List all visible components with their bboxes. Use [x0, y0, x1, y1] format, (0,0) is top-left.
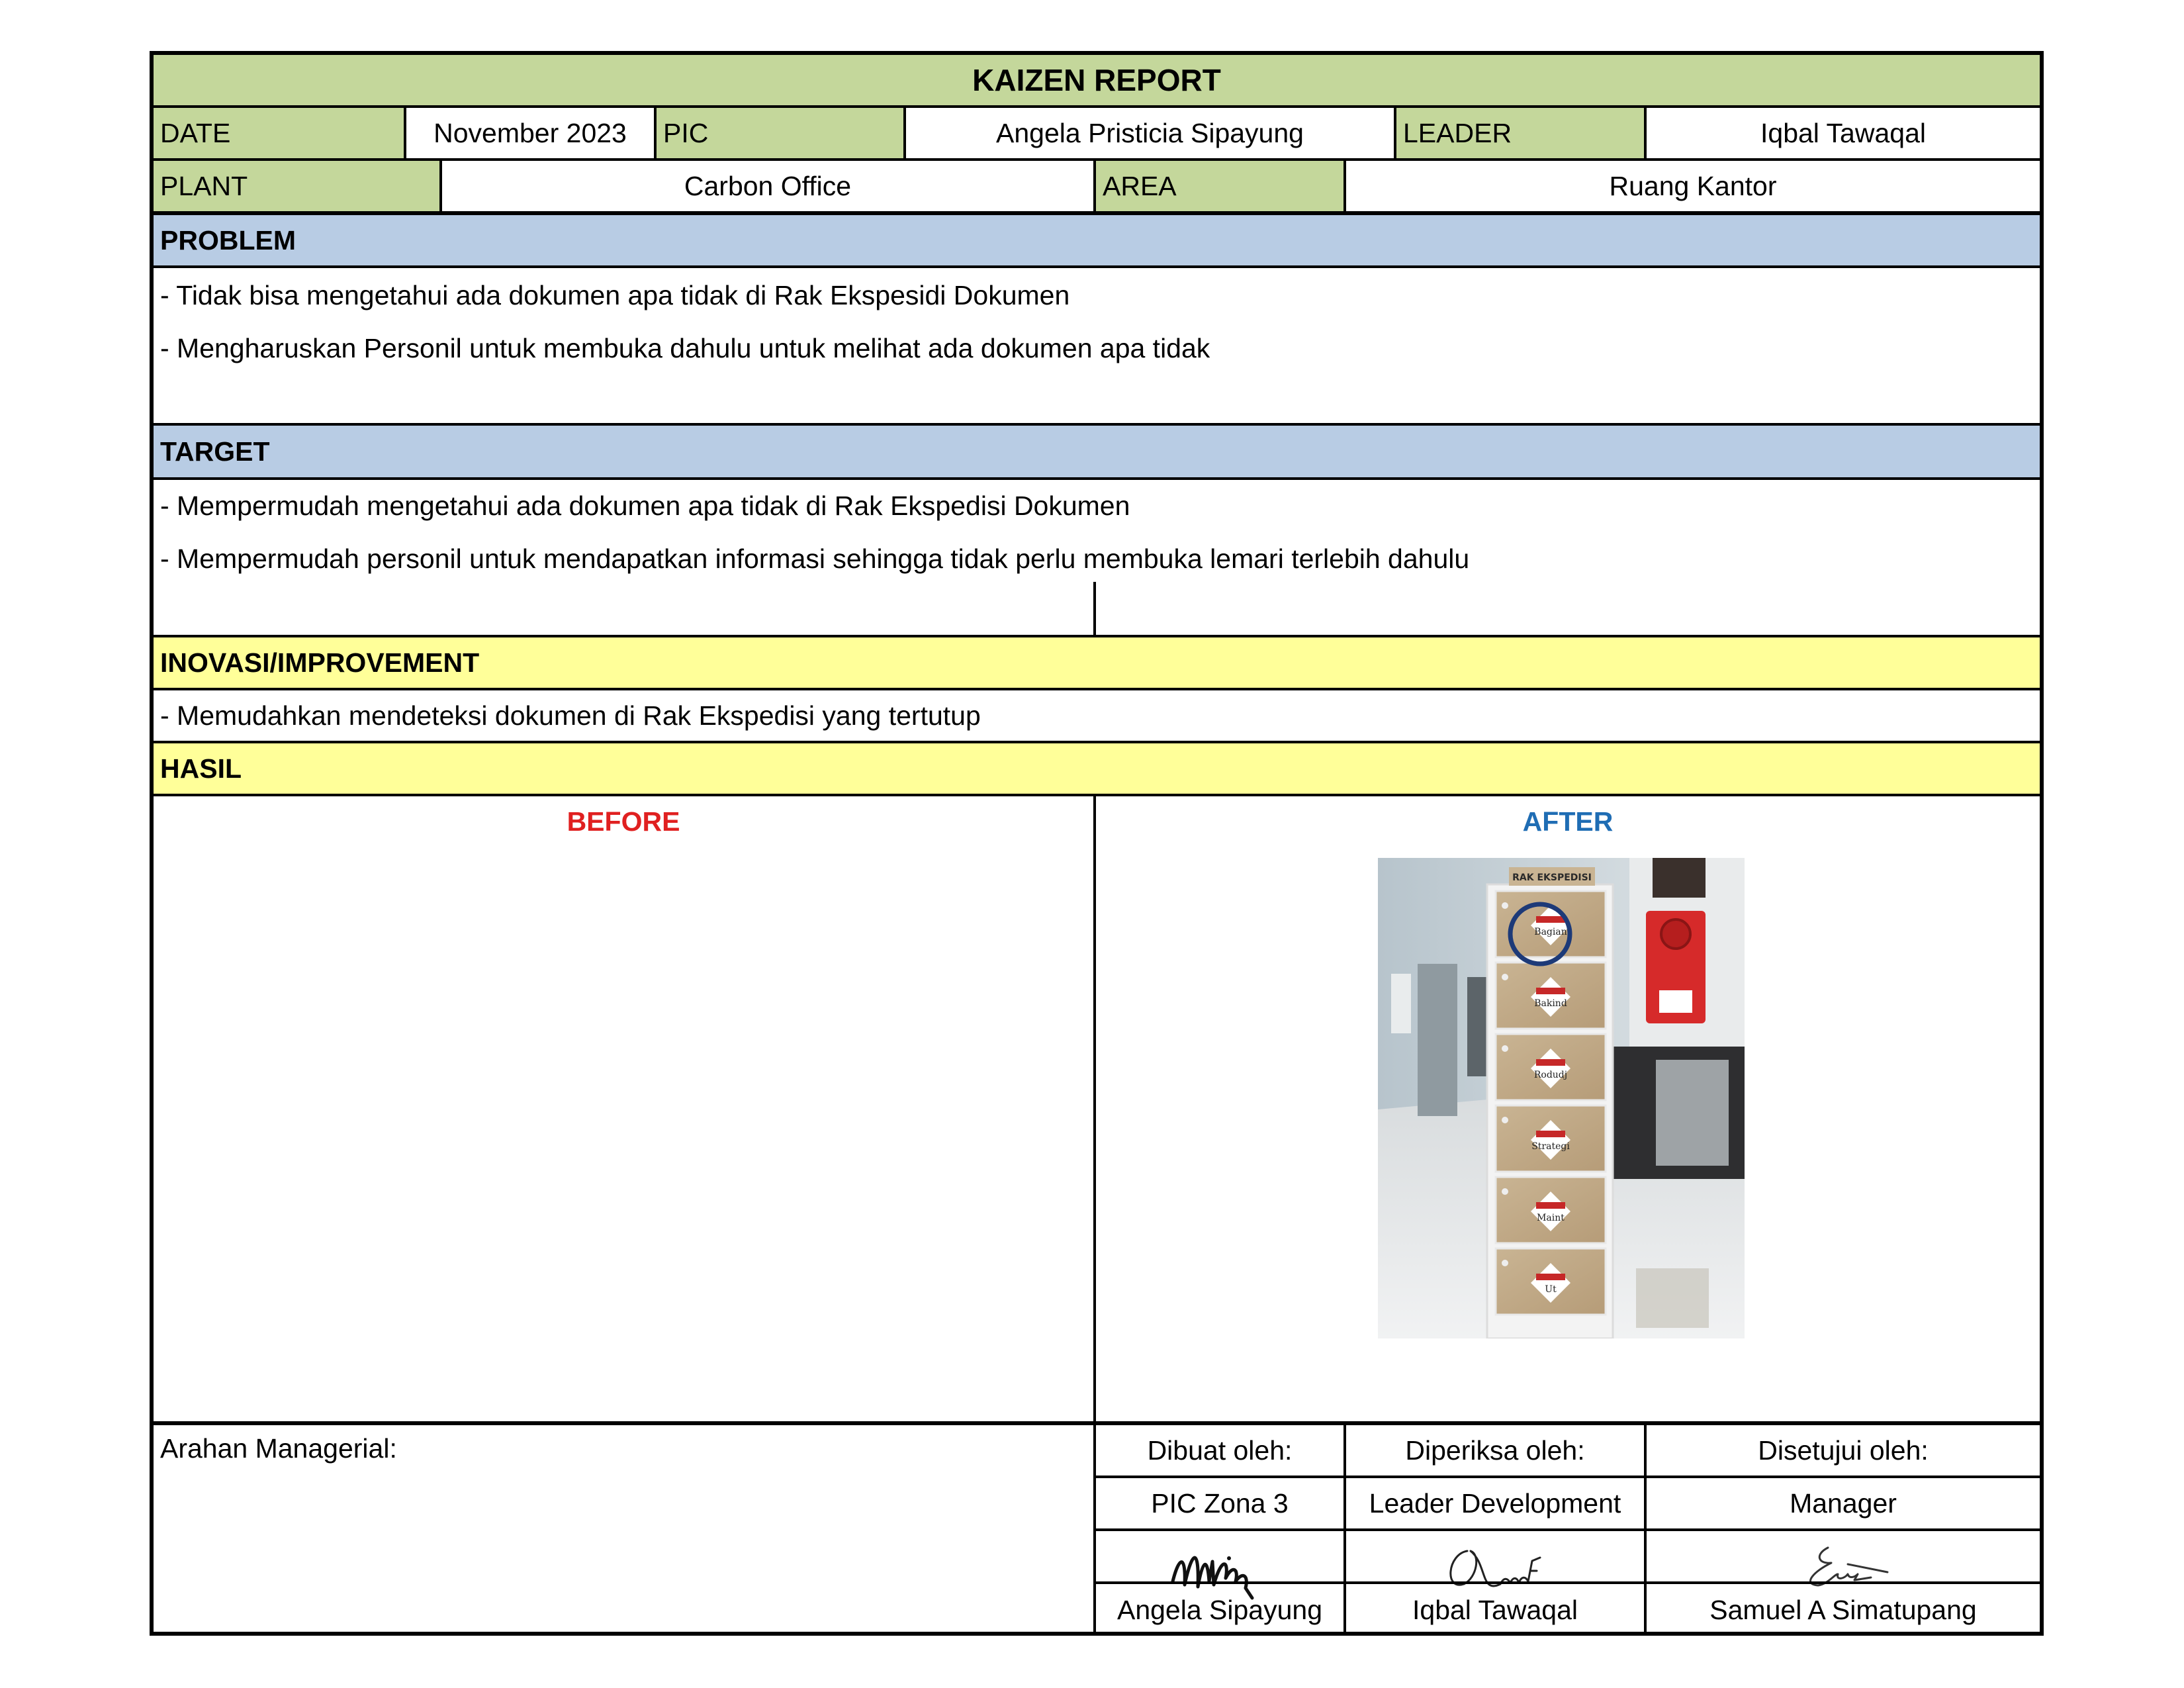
photo-drawer-label: Maint [1537, 1213, 1565, 1223]
date-value: November 2023 [433, 117, 627, 148]
photo-drawer-tag-band [1536, 1059, 1565, 1066]
target-section [154, 480, 2040, 635]
photo-drawer-lock [1502, 1260, 1508, 1266]
problem-line: - Tidak bisa mengetahui ada dokumen apa tidak di Rak Ekspesidi Dokumen [160, 280, 1070, 310]
problem-heading: PROBLEM [154, 215, 2040, 265]
signoff-role-pic: PIC Zona 3 [1151, 1487, 1289, 1519]
improvement-line: - Memudahkan mendeteksi dokumen di Rak Ekspedisi yang tertutup [160, 700, 981, 731]
photo-drawer-tag-band [1536, 988, 1565, 994]
photo-drawer-lock [1502, 974, 1508, 980]
problem-line: - Mengharuskan Personil untuk membuka dahulu untuk melihat ada dokumen apa tidak [160, 333, 1210, 363]
signoff-header-approved-by: Disetujui oleh: [1758, 1434, 1929, 1466]
report-title: KAIZEN REPORT [154, 55, 2040, 105]
photo-drawer-label: Ut [1545, 1284, 1557, 1295]
photo-drawer-tag-band [1536, 1274, 1565, 1280]
result-heading: HASIL [154, 743, 2040, 794]
signoff-header-checked-by: Diperiksa oleh: [1405, 1434, 1585, 1466]
target-line: - Mempermudah personil untuk mendapatkan informasi sehingga tidak perlu membuka lemari terlebih dahulu [160, 543, 1470, 574]
photo-drawer-lock [1502, 1117, 1508, 1123]
pic-value: Angela Pristicia Sipayung [996, 117, 1304, 148]
target-heading: TARGET [154, 426, 2040, 477]
improvement-heading: INOVASI/IMPROVEMENT [154, 637, 2040, 688]
leader-label: LEADER [1396, 108, 1644, 158]
plant-value: Carbon Office [684, 170, 852, 201]
after-photo-illustration [1378, 858, 1745, 1338]
photo-drawer-label: Bagian [1534, 927, 1567, 937]
photo-drawer-lock [1502, 902, 1508, 909]
photo-drawer-label: Strategi [1531, 1141, 1570, 1152]
signoff-header-made-by: Dibuat oleh: [1147, 1434, 1293, 1466]
problem-section [154, 268, 2040, 423]
photo-drawer-tag-band [1536, 1202, 1565, 1209]
area-value: Ruang Kantor [1609, 170, 1777, 201]
photo-drawer-label: Rodudj [1533, 1070, 1568, 1080]
kaizen-report-form [150, 51, 2044, 1636]
target-line: - Mempermudah mengetahui ada dokumen apa tidak di Rak Ekspedisi Dokumen [160, 491, 1130, 521]
managerial-label: Arahan Managerial: [160, 1433, 397, 1464]
before-label: BEFORE [567, 806, 680, 837]
signoff-name-leader: Iqbal Tawaqal [1412, 1594, 1578, 1625]
managerial-notes [154, 1425, 1093, 1636]
photo-drawer-lock [1502, 1045, 1508, 1052]
photo-drawer-tag-band [1536, 1131, 1565, 1137]
photo-drawer-lock [1502, 1188, 1508, 1195]
signoff-name-manager: Samuel A Simatupang [1709, 1594, 1977, 1625]
photo-sign-text: RAK EKSPEDISI [1512, 872, 1592, 883]
after-photo [1378, 858, 1745, 1338]
pic-label: PIC [657, 108, 903, 158]
signoff-name-pic: Angela Sipayung [1116, 1594, 1323, 1625]
photo-drawer-tag-band [1536, 916, 1565, 923]
plant-label: PLANT [154, 161, 439, 211]
signoff-role-leader: Leader Development [1369, 1487, 1621, 1519]
area-label: AREA [1096, 161, 1343, 211]
photo-drawer-label: Bakind [1534, 998, 1567, 1009]
date-label: DATE [154, 108, 404, 158]
signoff-role-manager: Manager [1790, 1487, 1897, 1519]
leader-value: Iqbal Tawaqal [1760, 117, 1926, 148]
after-label: AFTER [1522, 806, 1614, 837]
